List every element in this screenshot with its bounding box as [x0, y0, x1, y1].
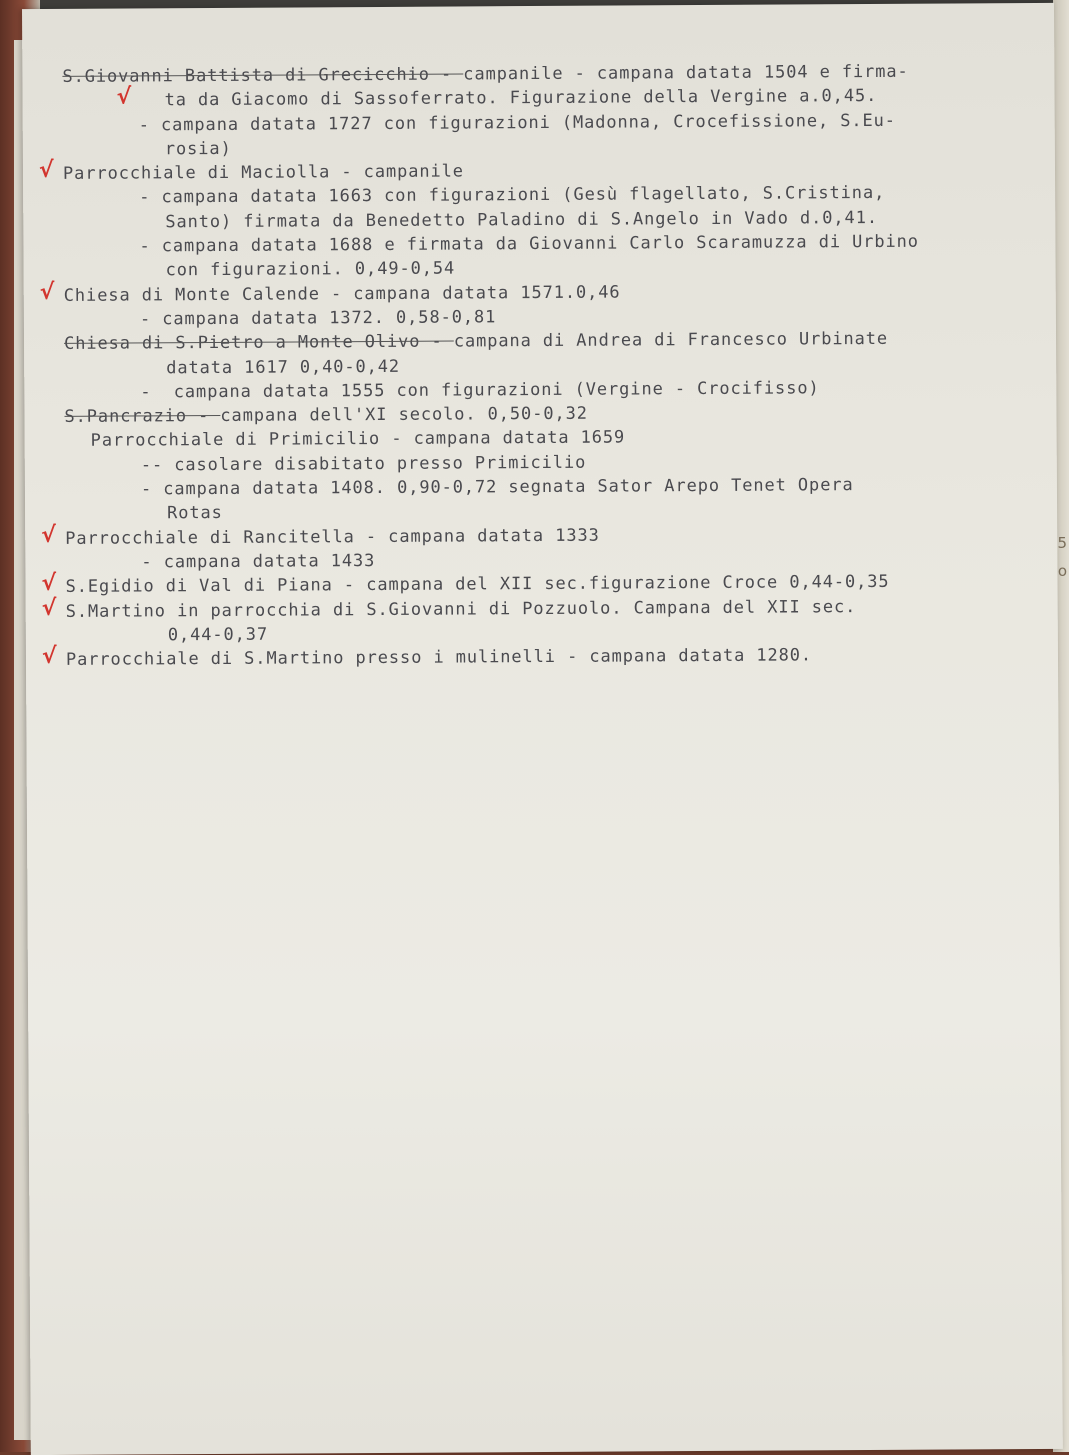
red-check-mark-icon: √	[116, 84, 132, 110]
line-text: - campana datata 1688 e firmata da Giovanni Carlo Scaramuzza di Urbino	[139, 231, 919, 257]
line-text: Chiesa di Monte Calende - campana datata 1571.0,46	[63, 282, 621, 306]
line-text: S.Egidio di Val di Piana - campana del XII sec.figurazione Croce 0,44-0,35	[65, 572, 890, 598]
typewritten-page	[22, 3, 1063, 1455]
line-text: - campana datata 1433	[141, 550, 376, 573]
line-text: con figurazioni. 0,49-0,54	[165, 258, 456, 281]
line-text: Parrocchiale di Primicilio - campana datata 1659	[90, 427, 626, 452]
line-text: ta da Giacomo di Sassoferrato. Figurazione della Vergine a.0,45.	[164, 86, 878, 111]
line-text: -- casolare disabitato presso Primicilio	[140, 452, 587, 476]
line-text: Santo) firmata da Benedetto Paladino di S.Angelo in Vado d.0,41.	[165, 207, 879, 233]
line-text: - campana datata 1408. 0,90-0,72 segnata Sator Arepo Tenet Opera	[140, 475, 854, 500]
line-text: campana di Andrea di Francesco Urbinate	[453, 329, 889, 352]
red-check-mark-icon: √	[41, 522, 56, 548]
line-text: Parrocchiale di Maciolla - campanile	[62, 161, 464, 185]
margin-character: o	[1057, 562, 1067, 580]
line-text: rosia)	[164, 138, 232, 160]
struck-through-text: Chiesa di S.Pietro a Monte Olivo -	[63, 331, 454, 355]
line-text: campanile - campana datata 1504 e firma-	[463, 61, 909, 85]
line-text: Rotas	[167, 503, 223, 524]
line-text: campana dell'XI secolo. 0,50-0,32	[220, 403, 588, 427]
red-check-mark-icon: √	[39, 279, 55, 305]
line-text: - campana datata 1663 con figurazioni (Gesù flagellato, S.Cristina,	[139, 183, 886, 208]
line-text: - campana datata 1372. 0,58-0,81	[139, 307, 497, 330]
struck-through-text: S.Giovanni Battista di Grecicchio -	[62, 64, 464, 87]
struck-through-text: S.Pancrazio -	[64, 406, 221, 428]
line-text: - campana datata 1727 con figurazioni (Madonna, Crocefissione, S.Eu-	[138, 110, 896, 136]
line-text: datata 1617 0,40-0,42	[166, 356, 401, 378]
line-text: 0,44-0,37	[167, 624, 269, 646]
line-text: Parrocchiale di S.Martino presso i mulinelli - campana datata 1280.	[65, 645, 813, 671]
red-check-mark-icon: √	[41, 644, 57, 670]
line-text: Parrocchiale di Rancitella - campana datata 1333	[65, 525, 600, 549]
line-text: S.Martino in parrocchia di S.Giovanni di Pozzuolo. Campana del XII sec.	[65, 596, 857, 622]
typewritten-text-block	[62, 59, 1046, 672]
red-check-mark-icon: √	[41, 595, 57, 621]
typed-line	[66, 642, 1046, 672]
red-check-mark-icon: √	[41, 571, 57, 597]
line-text: - campana datata 1555 con figurazioni (Vergine - Crocifisso)	[140, 378, 820, 403]
red-check-mark-icon: √	[38, 158, 54, 184]
margin-character: 5	[1057, 534, 1067, 552]
